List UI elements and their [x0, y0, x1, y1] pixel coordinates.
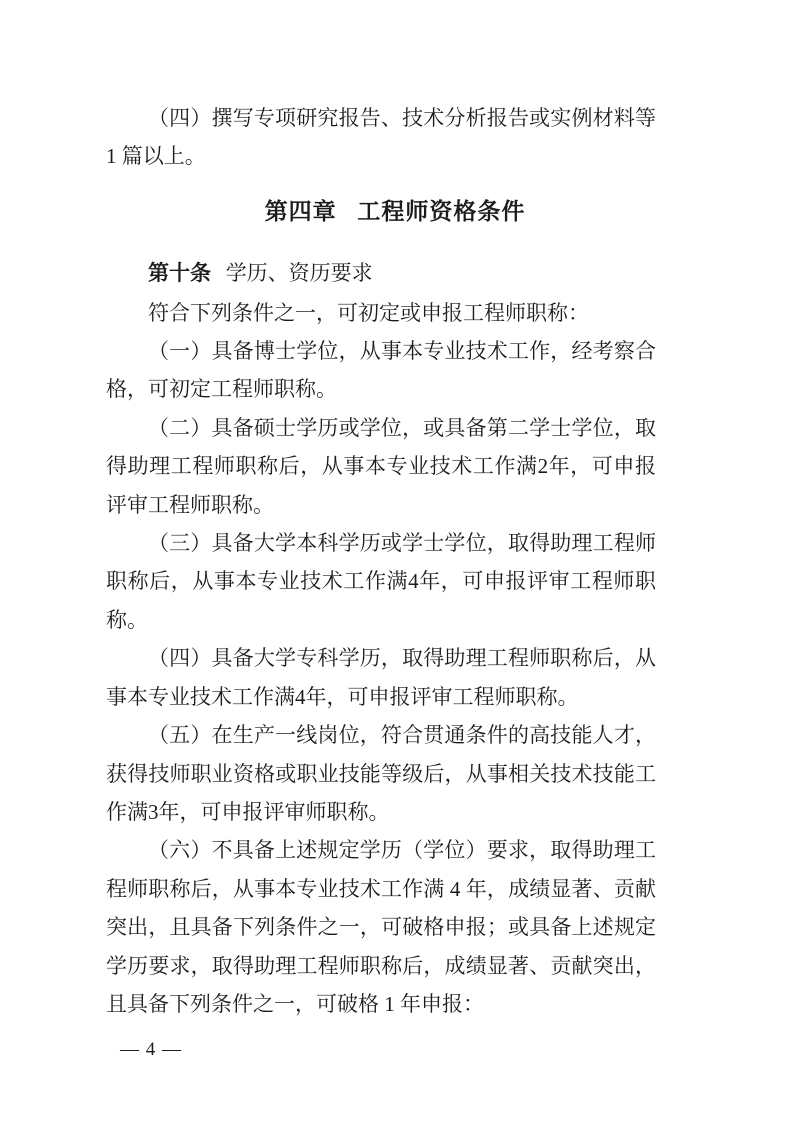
paragraph-item-5: （五）在生产一线岗位，符合贯通条件的高技能人才，获得技师职业资格或职业技能等级后，从事相关技术技能工作满3年，可申报评审师职称。 — [106, 723, 656, 824]
article-title: 学历、资历要求 — [225, 261, 373, 286]
paragraph-item-6: （六）不具备上述规定学历（学位）要求，取得助理工程师职称后，从事本专业技术工作满 4 年，成绩显著、贡献突出，且具备下列条件之一，可破格申报；或具备上述规定学历要求，取得助理工程师职称后，成绩显著、贡献突出，且具备下列条件之一，可破格 1 年申报： — [106, 838, 656, 1016]
chapter-heading — [120, 192, 670, 230]
chapter-title: 工程师资格条件 — [357, 197, 526, 224]
paragraph-intro-conditions: 符合下列条件之一，可初定或申报工程师职称： — [148, 300, 589, 325]
chapter-number: 第四章 — [264, 197, 337, 224]
page-number: — 4 — — [120, 1039, 182, 1060]
article-heading — [106, 254, 656, 293]
paragraph-item-2: （二）具备硕士学历或学位，或具备第二学士学位，取得助理工程师职称后，从事本专业技术工作满2年，可申报评审工程师职称。 — [106, 415, 656, 517]
paragraph-item-3: （三）具备大学本科学历或学士学位，取得助理工程师职称后，从事本专业技术工作满4年，可申报评审工程师职称。 — [106, 531, 656, 632]
document-content — [106, 99, 656, 1023]
article-number: 第十条 — [148, 262, 211, 286]
paragraph-item-1: （一）具备博士学位，从事本专业技术工作，经考察合格，可初定工程师职称。 — [106, 339, 656, 402]
intro-paragraph: （四）撰写专项研究报告、技术分析报告或实例材料等1 篇以上。 — [106, 106, 656, 169]
paragraph-item-4: （四）具备大学专科学历，取得助理工程师职称后，从事本专业技术工作满4年，可申报评审工程师职称。 — [106, 646, 656, 709]
